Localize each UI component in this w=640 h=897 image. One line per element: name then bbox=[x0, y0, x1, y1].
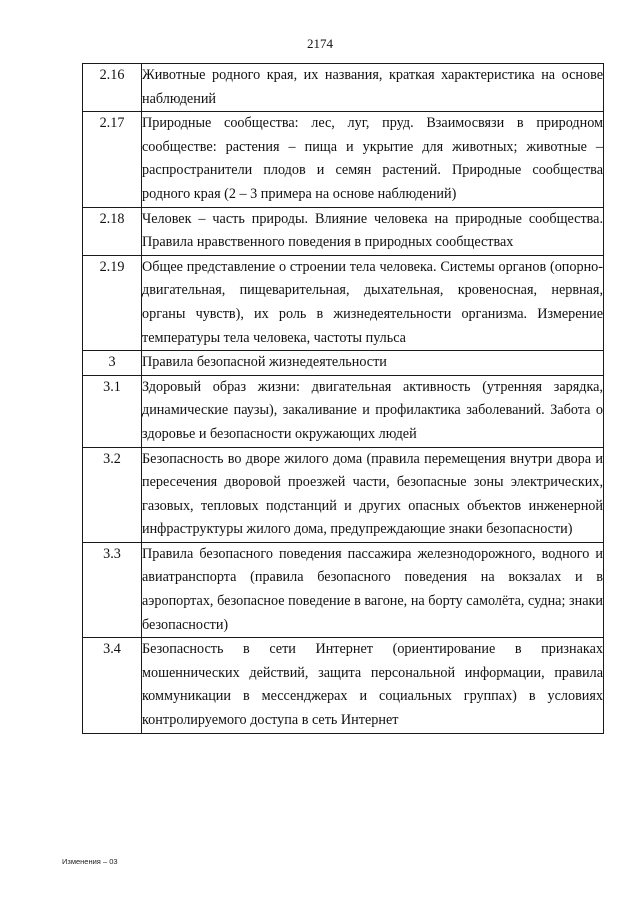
row-number: 2.16 bbox=[83, 64, 142, 112]
row-text: Безопасность в сети Интернет (ориентирование в признаках мошеннических действий, защита персональной информации, правила коммуникации в мессенджерах и социальных группах) в условиях контролируемого доступа в сеть Интернет bbox=[142, 638, 604, 733]
table-row bbox=[83, 638, 604, 733]
row-text: Природные сообщества: лес, луг, пруд. Взаимосвязи в природном сообществе: растения – пища и укрытие для животных; животные – распространители плодов и семян растений. Природные сообщества родного края (2 – 3 примера на основе наблюдений) bbox=[142, 112, 604, 207]
row-number: 3.3 bbox=[83, 542, 142, 637]
footer-revision-note: Изменения – 03 bbox=[62, 857, 118, 866]
row-text: Животные родного края, их названия, краткая характеристика на основе наблюдений bbox=[142, 64, 604, 112]
row-text: Человек – часть природы. Влияние человека на природные сообщества. Правила нравственного поведения в природных сообществах bbox=[142, 207, 604, 255]
row-text: Безопасность во дворе жилого дома (правила перемещения внутри двора и пересечения дворовой проезжей части, безопасные зоны электрических, газовых, тепловых подстанций и других опасных объектов инженерной инфраструктуры жилого дома, предупреждающие знаки безопасности) bbox=[142, 447, 604, 542]
table-row bbox=[83, 112, 604, 207]
table-row bbox=[83, 542, 604, 637]
table-row bbox=[83, 255, 604, 350]
row-number: 3 bbox=[83, 351, 142, 376]
table-row bbox=[83, 447, 604, 542]
row-number: 2.17 bbox=[83, 112, 142, 207]
page-number: 2174 bbox=[307, 36, 333, 51]
row-number: 3.2 bbox=[83, 447, 142, 542]
content-table bbox=[82, 63, 604, 734]
row-text: Правила безопасной жизнедеятельности bbox=[142, 351, 604, 376]
table-row bbox=[83, 64, 604, 112]
row-number: 2.18 bbox=[83, 207, 142, 255]
table-row bbox=[83, 207, 604, 255]
row-text: Общее представление о строении тела человека. Системы органов (опорно-двигательная, пищеварительная, дыхательная, кровеносная, нервная, органы чувств), их роль в жизнедеятельности организма. Измерение температуры тела человека, частоты пульса bbox=[142, 255, 604, 350]
row-text: Здоровый образ жизни: двигательная активность (утренняя зарядка, динамические паузы), закаливание и профилактика заболеваний. Забота о здоровье и безопасности окружающих людей bbox=[142, 375, 604, 447]
table-row bbox=[83, 351, 604, 376]
table-row bbox=[83, 375, 604, 447]
row-text: Правила безопасного поведения пассажира железнодорожного, водного и авиатранспорта (правила безопасного поведения на вокзалах и в аэропортах, безопасное поведение в вагоне, на борту самолёта, судна; знаки безопасности) bbox=[142, 542, 604, 637]
row-number: 3.1 bbox=[83, 375, 142, 447]
row-number: 2.19 bbox=[83, 255, 142, 350]
row-number: 3.4 bbox=[83, 638, 142, 733]
